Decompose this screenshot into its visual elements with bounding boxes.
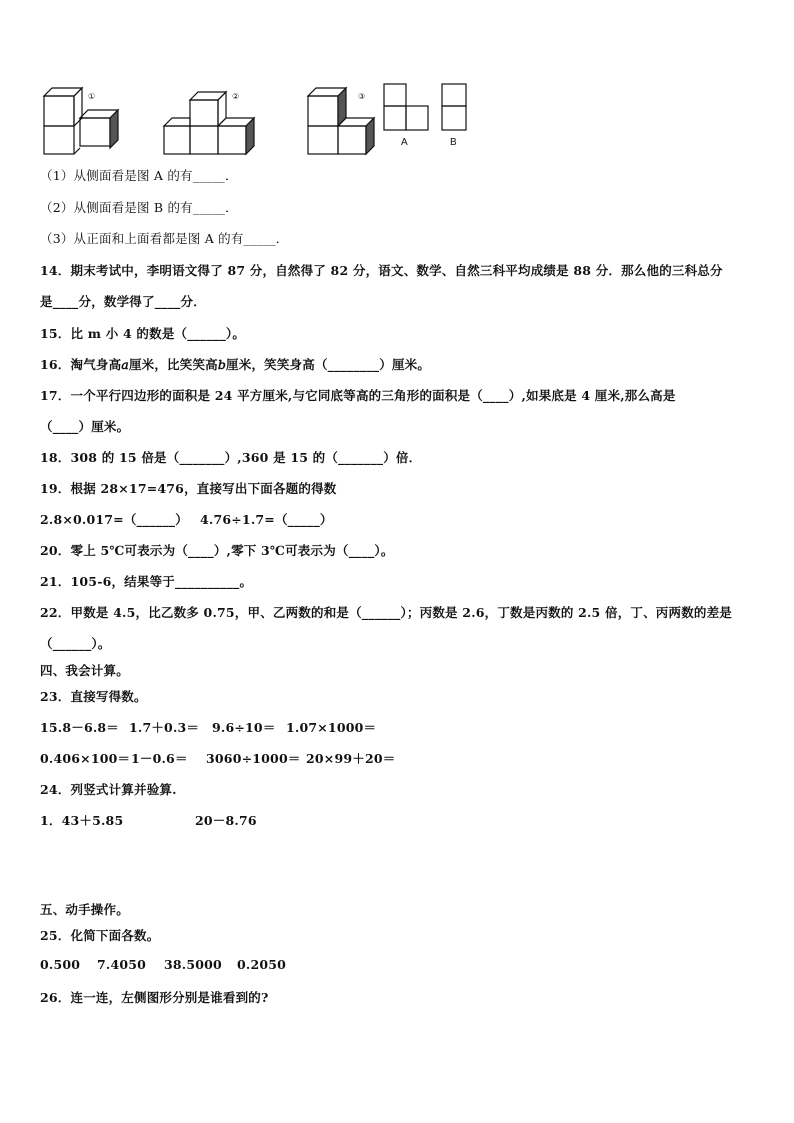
- q14-line2: 是____分，数学得了____分．: [40, 294, 206, 309]
- calc-1-2: 1.7＋0.3＝: [129, 720, 200, 735]
- figure-1-mark: ①: [88, 92, 96, 101]
- figure-3-mark: ③: [358, 92, 366, 101]
- calc-1-3: 9.6÷10＝: [212, 720, 276, 735]
- view-a-figure: [382, 82, 432, 134]
- q21: 21．105-6，结果等于__________。: [40, 574, 253, 589]
- q17-line2: （____）厘米。: [40, 419, 130, 434]
- q23: 23．直接写得数。: [40, 689, 147, 704]
- cube-figure-2: [162, 78, 262, 158]
- q14-line1: 14．期末考试中，李明语文得了 87 分，自然得了 82 分，语文、数学、自然三科平均成绩是 88 分．那么他的三科总分: [40, 263, 723, 278]
- q24: 24．列竖式计算并验算.: [40, 782, 177, 797]
- q19: 19．根据 28×17=476，直接写出下面各题的得数: [40, 481, 337, 496]
- calc-1-4: 1.07×1000＝: [286, 720, 377, 735]
- cube-figure-3: [304, 78, 384, 158]
- q13-part1: （1）从侧面看是图 A 的有_____．: [40, 168, 238, 183]
- calc-2-3: 3060÷1000＝: [206, 751, 301, 766]
- calc-2-1: 0.406×100＝: [40, 751, 131, 766]
- q22-line2: （______）。: [40, 636, 111, 651]
- q18: 18．308 的 15 倍是（_______）,360 是 15 的（_______）倍．: [40, 450, 422, 465]
- calc-1-1: 15.8－6.8＝: [40, 720, 119, 735]
- calc-2-4: 20×99＋20＝: [306, 751, 396, 766]
- cube-figure-1: [40, 78, 140, 158]
- q24-item-a: 1．43＋5.85: [40, 813, 124, 828]
- q13-part3: （3）从正面和上面看都是图 A 的有_____．: [40, 231, 289, 246]
- q19-item-b: 4.76÷1.7=（_____）: [200, 512, 333, 527]
- view-a-label: A: [401, 137, 408, 148]
- view-b-figure: [440, 82, 470, 134]
- calc-2-2: 1－0.6＝: [131, 751, 188, 766]
- number-3: 38.5000: [164, 957, 222, 972]
- q13-part2: （2）从侧面看是图 B 的有_____．: [40, 200, 238, 215]
- number-1: 0.500: [40, 957, 81, 972]
- q22-line1: 22．甲数是 4.5，比乙数多 0.75，甲、乙两数的和是（______）；丙数是 2.6，丁数是丙数的 2.5 倍，丁、丙两数的差是: [40, 605, 732, 620]
- section-4-title: 四、我会计算。: [40, 663, 129, 678]
- number-4: 0.2050: [237, 957, 287, 972]
- q15: 15．比 m 小 4 的数是（______）。: [40, 326, 246, 341]
- q19-item-a: 2.8×0.017=（______）: [40, 512, 188, 527]
- q20: 20．零上 5℃可表示为（____）,零下 3℃可表示为（____）。: [40, 543, 394, 558]
- q25: 25．化简下面各数。: [40, 928, 160, 943]
- q16: 16．淘气身高𝑎厘米，比笑笑高𝑏厘米，笑笑身高（________）厘米。: [40, 357, 431, 372]
- q26: 26．连一连，左侧图形分别是谁看到的?: [40, 990, 269, 1005]
- q17-line1: 17．一个平行四边形的面积是 24 平方厘米,与它同底等高的三角形的面积是（____）,如果底是 4 厘米,那么高是: [40, 388, 676, 403]
- q24-item-b: 20－8.76: [195, 813, 257, 828]
- figure-2-mark: ②: [232, 92, 240, 101]
- section-5-title: 五、动手操作。: [40, 902, 129, 917]
- view-b-label: B: [450, 137, 457, 148]
- number-2: 7.4050: [97, 957, 147, 972]
